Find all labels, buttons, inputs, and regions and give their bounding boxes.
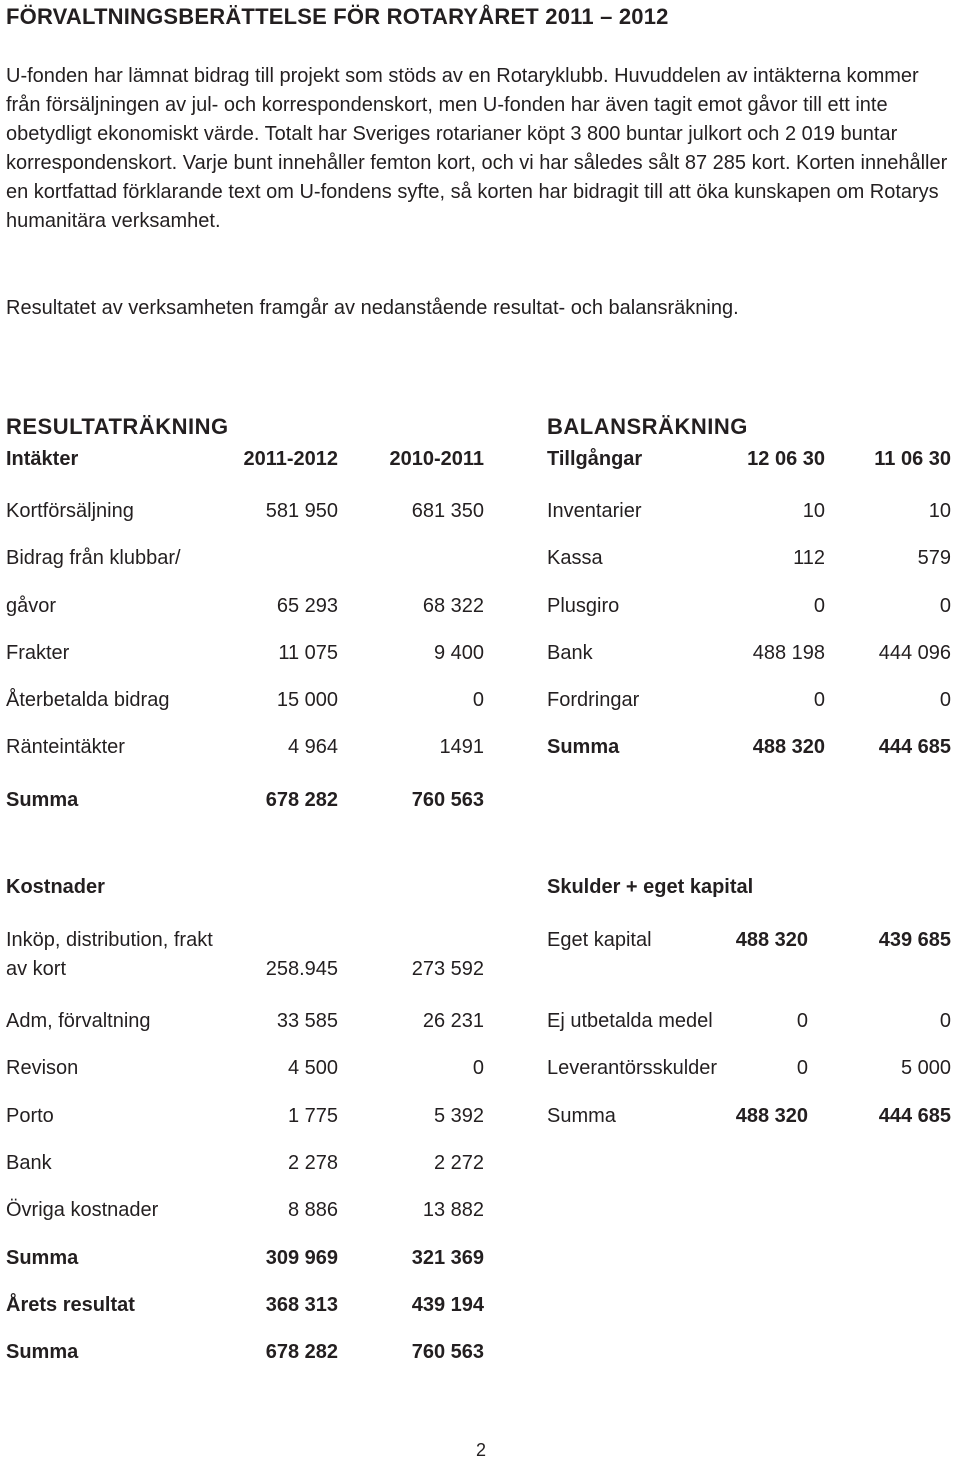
row-value-current: 11 075 xyxy=(278,642,338,664)
row-label: Kassa xyxy=(547,547,603,569)
table-row xyxy=(6,1006,484,1036)
balance-header-label: Tillgångar xyxy=(547,448,643,470)
row-label: Summa xyxy=(547,1105,616,1127)
row-label: Frakter xyxy=(6,642,70,664)
row-value-current: 678 282 xyxy=(265,1341,338,1363)
row-label: Kortförsäljning xyxy=(6,500,134,522)
row-label: gåvor xyxy=(6,595,57,617)
income-header-label: Intäkter xyxy=(6,448,79,470)
assets-total-row xyxy=(547,732,951,762)
row-value-previous: 1491 xyxy=(439,736,484,758)
row-value-current: 112 xyxy=(793,547,825,569)
row-label: Summa xyxy=(547,736,620,758)
grand-total-row xyxy=(6,1337,484,1367)
page-title: FÖRVALTNINGSBERÄTTELSE FÖR ROTARYÅRET 2011 – 2012 xyxy=(6,4,669,29)
row-value-previous: 9 400 xyxy=(433,642,484,664)
row-value-previous: 273 592 xyxy=(411,958,484,980)
table-row xyxy=(6,496,484,526)
income-total-row xyxy=(6,785,484,815)
row-label: Revison xyxy=(6,1057,79,1079)
table-row xyxy=(6,954,484,984)
row-value-previous: 0 xyxy=(472,689,484,711)
row-value-current: 15 000 xyxy=(276,689,338,711)
row-value-previous: 26 231 xyxy=(422,1010,484,1032)
row-label: Fordringar xyxy=(547,689,640,711)
row-value-previous: 579 xyxy=(917,547,951,569)
row-label: Bidrag från klubbar/ xyxy=(6,547,181,569)
row-value-current: 678 282 xyxy=(265,789,338,811)
balance-header-row xyxy=(547,444,951,474)
liabilities-title-label: Skulder + eget kapital xyxy=(547,876,754,898)
table-row xyxy=(6,591,484,621)
intro-paragraph: U-fonden har lämnat bidrag till projekt som stöds av en Rotaryklubb. Huvuddelen av intäkterna kommer från försäljningen av jul- och korrespondenskort, men U-fonden har även tagit emot gåvor till ett inte obetydligt ekonomiskt värde. Totalt har Sveriges rotarianer köpt 3 800 buntar julkort och 2 019 buntar korrespondenskort. Varje bunt innehåller femton kort, och vi har således sålt 87 285 kort. Korten innehåller en kortfattad förklarande text om U-fondens syfte, så korten har bidragit till att öka kunskapen om Rotarys humanitära verksamhet. xyxy=(6,65,948,232)
table-row xyxy=(547,685,951,715)
table-row xyxy=(6,732,484,762)
table-row xyxy=(6,1053,484,1083)
row-value-current: 33 585 xyxy=(276,1010,338,1032)
row-value-current: 258.945 xyxy=(265,958,338,980)
row-label: Porto xyxy=(6,1105,54,1127)
liabilities-title xyxy=(547,872,951,902)
row-value-previous: 439 194 xyxy=(411,1294,484,1316)
row-value-previous: 760 563 xyxy=(411,789,484,811)
income-statement-title: RESULTATRÄKNING xyxy=(6,414,229,439)
costs-total-row xyxy=(6,1243,484,1273)
row-value-previous: 0 xyxy=(939,595,951,617)
row-value-current: 1 775 xyxy=(287,1105,338,1127)
row-value-previous: 5 392 xyxy=(433,1105,484,1127)
table-row xyxy=(547,638,951,668)
row-label: Eget kapital xyxy=(547,929,652,951)
table-row xyxy=(6,1148,484,1178)
row-value-current: 4 500 xyxy=(287,1057,338,1079)
table-row xyxy=(547,496,951,526)
row-value-current: 8 886 xyxy=(287,1199,338,1221)
row-label: Leverantörsskulder xyxy=(547,1057,718,1079)
row-label: Övriga kostnader xyxy=(6,1199,159,1221)
table-row xyxy=(6,925,484,955)
row-label: Ränteintäkter xyxy=(6,736,125,758)
row-value-current: 0 xyxy=(796,1010,808,1032)
row-label: Bank xyxy=(547,642,593,664)
table-row xyxy=(547,925,951,955)
row-value-current: 309 969 xyxy=(265,1247,338,1269)
table-row xyxy=(6,638,484,668)
liabilities-total-row xyxy=(547,1101,951,1131)
summary-paragraph: Resultatet av verksamheten framgår av nedanstående resultat- och balansräkning. xyxy=(6,297,739,319)
balance-sheet-title: BALANSRÄKNING xyxy=(547,414,748,439)
table-row xyxy=(6,1195,484,1225)
row-label: Summa xyxy=(6,1247,79,1269)
row-value-previous: 2 272 xyxy=(433,1152,484,1174)
row-value-current: 10 xyxy=(802,500,825,522)
income-header-col2: 2010-2011 xyxy=(389,448,484,470)
row-value-current: 488 320 xyxy=(735,929,808,951)
income-header-row xyxy=(6,444,484,474)
row-value-current: 0 xyxy=(813,689,825,711)
table-row xyxy=(6,1101,484,1131)
row-label: Bank xyxy=(6,1152,52,1174)
income-header-col1: 2011-2012 xyxy=(243,448,338,470)
row-label: Inköp, distribution, frakt xyxy=(6,929,213,951)
row-label: Plusgiro xyxy=(547,595,620,617)
row-label: Ej utbetalda medel xyxy=(547,1010,713,1032)
page-number: 2 xyxy=(476,1440,487,1460)
table-row xyxy=(547,591,951,621)
costs-title-label: Kostnader xyxy=(6,876,105,898)
row-label: Inventarier xyxy=(547,500,642,522)
row-value-previous: 68 322 xyxy=(422,595,484,617)
row-value-current: 368 313 xyxy=(265,1294,338,1316)
row-label: Årets resultat xyxy=(6,1294,135,1316)
row-value-previous: 444 096 xyxy=(878,642,951,664)
row-value-previous: 0 xyxy=(939,1010,951,1032)
row-label: av kort xyxy=(6,958,67,980)
table-row xyxy=(547,1006,951,1036)
row-value-previous: 444 685 xyxy=(878,736,951,758)
balance-header-col1: 12 06 30 xyxy=(747,448,825,470)
row-value-previous: 439 685 xyxy=(878,929,951,951)
row-value-previous: 760 563 xyxy=(411,1341,484,1363)
table-row xyxy=(547,543,951,573)
row-value-current: 4 964 xyxy=(287,736,338,758)
row-value-current: 0 xyxy=(813,595,825,617)
row-label: Summa xyxy=(6,1341,79,1363)
row-value-previous: 5 000 xyxy=(900,1057,951,1079)
table-row xyxy=(547,1053,951,1083)
row-value-previous: 681 350 xyxy=(411,500,484,522)
row-value-current: 488 198 xyxy=(752,642,825,664)
costs-title xyxy=(6,872,484,902)
row-value-previous: 321 369 xyxy=(411,1247,484,1269)
row-value-current: 65 293 xyxy=(276,595,338,617)
row-value-current: 488 320 xyxy=(752,736,825,758)
row-value-previous: 13 882 xyxy=(422,1199,484,1221)
row-label: Återbetalda bidrag xyxy=(6,689,170,711)
row-value-previous: 10 xyxy=(928,500,951,522)
row-value-current: 0 xyxy=(796,1057,808,1079)
row-label: Summa xyxy=(6,789,79,811)
row-label: Adm, förvaltning xyxy=(6,1010,151,1032)
row-value-current: 488 320 xyxy=(735,1105,808,1127)
table-row xyxy=(6,685,484,715)
balance-header-col2: 11 06 30 xyxy=(874,448,951,470)
row-value-previous: 0 xyxy=(472,1057,484,1079)
row-value-current: 2 278 xyxy=(287,1152,338,1174)
row-value-previous: 0 xyxy=(939,689,951,711)
net-result-row xyxy=(6,1290,484,1320)
row-value-previous: 444 685 xyxy=(878,1105,951,1127)
table-row xyxy=(6,543,484,573)
row-value-current: 581 950 xyxy=(265,500,338,522)
